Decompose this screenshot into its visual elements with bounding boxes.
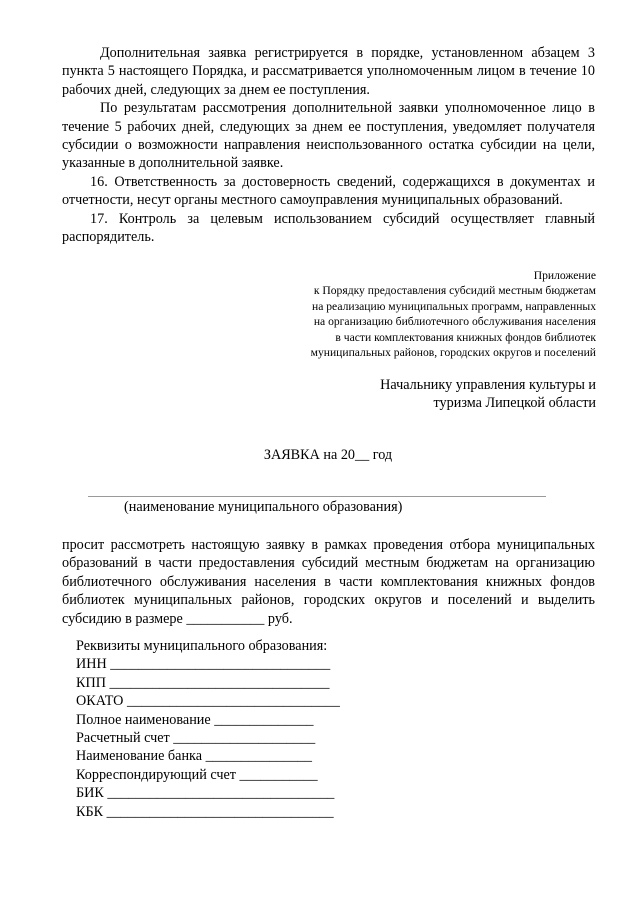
document-body — [62, 44, 595, 246]
appendix-block — [250, 268, 596, 360]
form-title: ЗАЯВКА на 20__ год — [263, 447, 393, 463]
paragraph-additional-application: Дополнительная заявка регистрируется в порядке, установленном абзацем 3 пункта 5 настоящего Порядка, и рассматривается уполномоченным лицом в течение 10 рабочих дней, следующих за днем ее поступления. — [62, 45, 595, 98]
appendix-heading: Приложение — [533, 269, 596, 282]
requisite-full-name: Полное наименование ______________ — [76, 711, 314, 728]
requisites-block — [76, 637, 376, 821]
requisite-bik: БИК ________________________________ — [76, 785, 335, 802]
requisites-heading: Реквизиты муниципального образования: — [76, 638, 328, 654]
paragraph-review-results: По результатам рассмотрения дополнительной заявки уполномоченное лицо в течение 5 рабочих дней, следующих за днем ее поступления, уведомляет получателя субсидии о возможности направления неиспользованного остатка субсидии на цели, указанные в дополнительной заявке. — [62, 100, 595, 172]
addressee-line-1: Начальнику управления культуры и — [380, 377, 596, 393]
requisite-bank-name: Наименование банка _______________ — [76, 748, 312, 765]
appendix-line: к Порядку предоставления субсидий местным бюджетам — [313, 284, 596, 298]
addressee-line-2: туризма Липецкой области — [433, 395, 596, 412]
requisite-kbk: КБК ________________________________ — [76, 803, 334, 820]
appendix-line: на организацию библиотечного обслуживания населения — [313, 315, 596, 329]
municipality-name-line — [88, 496, 546, 497]
paragraph-item-16: 16. Ответственность за достоверность сведений, содержащихся в документах и отчетности, несут органы местного самоуправления муниципальных образований. — [62, 173, 595, 209]
requisite-corr-account: Корреспондирующий счет ___________ — [76, 766, 318, 783]
appendix-line: в части комплектования книжных фондов библиотек — [335, 330, 596, 344]
municipality-name-caption: (наименование муниципального образования) — [124, 499, 403, 515]
requisite-okato: ОКАТО ______________________________ — [76, 693, 340, 710]
addressee-block — [300, 376, 596, 413]
requisite-inn: ИНН _______________________________ — [76, 656, 331, 673]
requisite-kpp: КПП _______________________________ — [76, 674, 330, 691]
paragraph-item-17: 17. Контроль за целевым использованием субсидий осуществляет главный распорядитель. — [62, 210, 595, 246]
appendix-line: муниципальных районов, городских округов и поселений — [310, 346, 596, 360]
appendix-line: на реализацию муниципальных программ, направленных — [312, 299, 596, 313]
request-text: просит рассмотреть настоящую заявку в рамках проведения отбора муниципальных образований в части предоставления субсидий местным бюджетам на организацию библиотечного обслуживания населения в части комплектования книжных фондов библиотек муниципальных районов, городских округов и поселений и выделить субсидию в размере ___________ руб. — [62, 537, 595, 627]
requisite-account: Расчетный счет ____________________ — [76, 730, 316, 747]
